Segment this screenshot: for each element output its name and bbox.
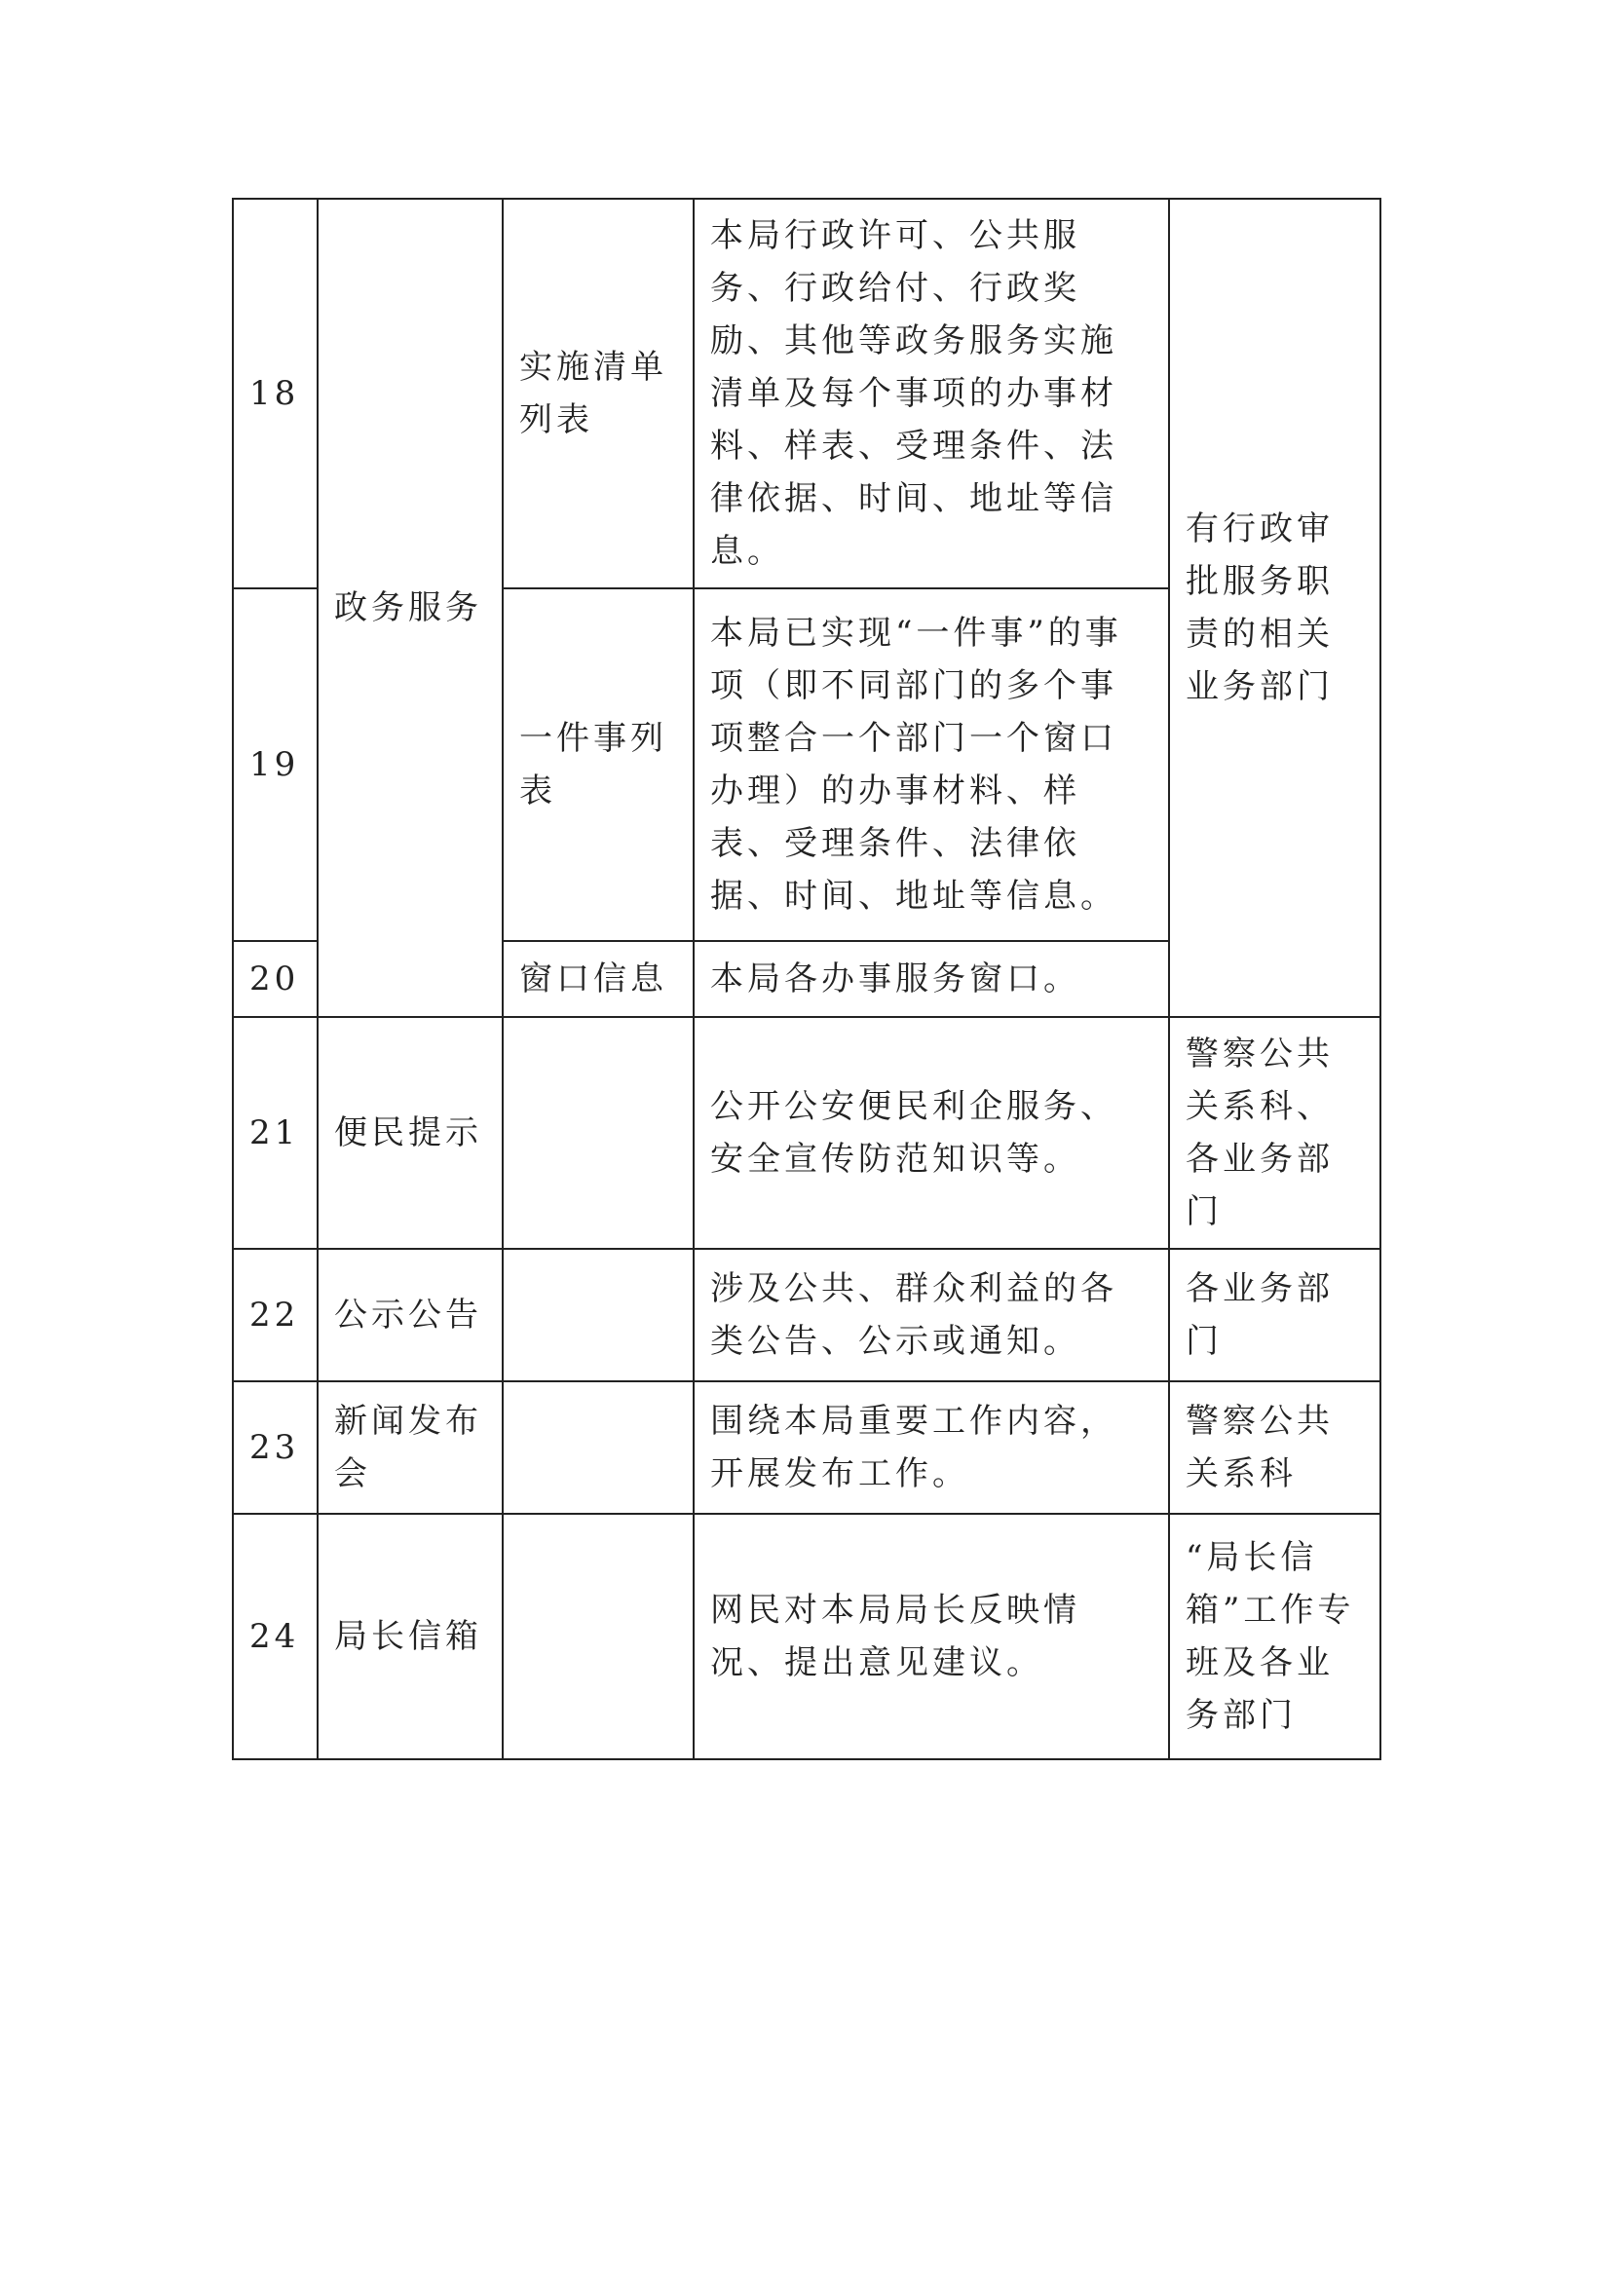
row-number: 20 <box>233 941 318 1017</box>
disclosure-table <box>232 198 1381 1760</box>
category-cell: 新闻发布会 <box>318 1381 503 1514</box>
subitem-cell: 实施清单列表 <box>503 199 694 588</box>
subitem-cell <box>503 1249 694 1381</box>
category-cell: 局长信箱 <box>318 1514 503 1759</box>
department-cell: 有行政审批服务职责的相关业务部门 <box>1169 199 1380 1017</box>
row-number: 18 <box>233 199 318 588</box>
content-cell: 本局已实现“一件事”的事项（即不同部门的多个事项整合一个部门一个窗口办理）的办事材料、样表、受理条件、法律依据、时间、地址等信息。 <box>694 588 1169 941</box>
table-row <box>233 1017 1380 1249</box>
row-number: 19 <box>233 588 318 941</box>
department-cell: 警察公共关系科 <box>1169 1381 1380 1514</box>
subitem-cell <box>503 1514 694 1759</box>
content-cell: 本局各办事服务窗口。 <box>694 941 1169 1017</box>
subitem-cell: 窗口信息 <box>503 941 694 1017</box>
subitem-cell <box>503 1381 694 1514</box>
department-cell: 警察公共关系科、各业务部门 <box>1169 1017 1380 1249</box>
category-cell: 便民提示 <box>318 1017 503 1249</box>
row-number: 24 <box>233 1514 318 1759</box>
department-cell: “局长信箱”工作专班及各业务部门 <box>1169 1514 1380 1759</box>
row-number: 22 <box>233 1249 318 1381</box>
row-number: 21 <box>233 1017 318 1249</box>
content-cell: 本局行政许可、公共服务、行政给付、行政奖励、其他等政务服务实施清单及每个事项的办事材料、样表、受理条件、法律依据、时间、地址等信息。 <box>694 199 1169 588</box>
category-cell: 政务服务 <box>318 199 503 1017</box>
table-row <box>233 1514 1380 1759</box>
table-row <box>233 1381 1380 1514</box>
content-cell: 网民对本局局长反映情况、提出意见建议。 <box>694 1514 1169 1759</box>
department-cell: 各业务部门 <box>1169 1249 1380 1381</box>
content-cell: 公开公安便民利企服务、安全宣传防范知识等。 <box>694 1017 1169 1249</box>
content-cell: 涉及公共、群众利益的各类公告、公示或通知。 <box>694 1249 1169 1381</box>
table-row <box>233 199 1380 588</box>
subitem-cell <box>503 1017 694 1249</box>
subitem-cell: 一件事列表 <box>503 588 694 941</box>
content-cell: 围绕本局重要工作内容，开展发布工作。 <box>694 1381 1169 1514</box>
row-number: 23 <box>233 1381 318 1514</box>
table-row <box>233 1249 1380 1381</box>
category-cell: 公示公告 <box>318 1249 503 1381</box>
